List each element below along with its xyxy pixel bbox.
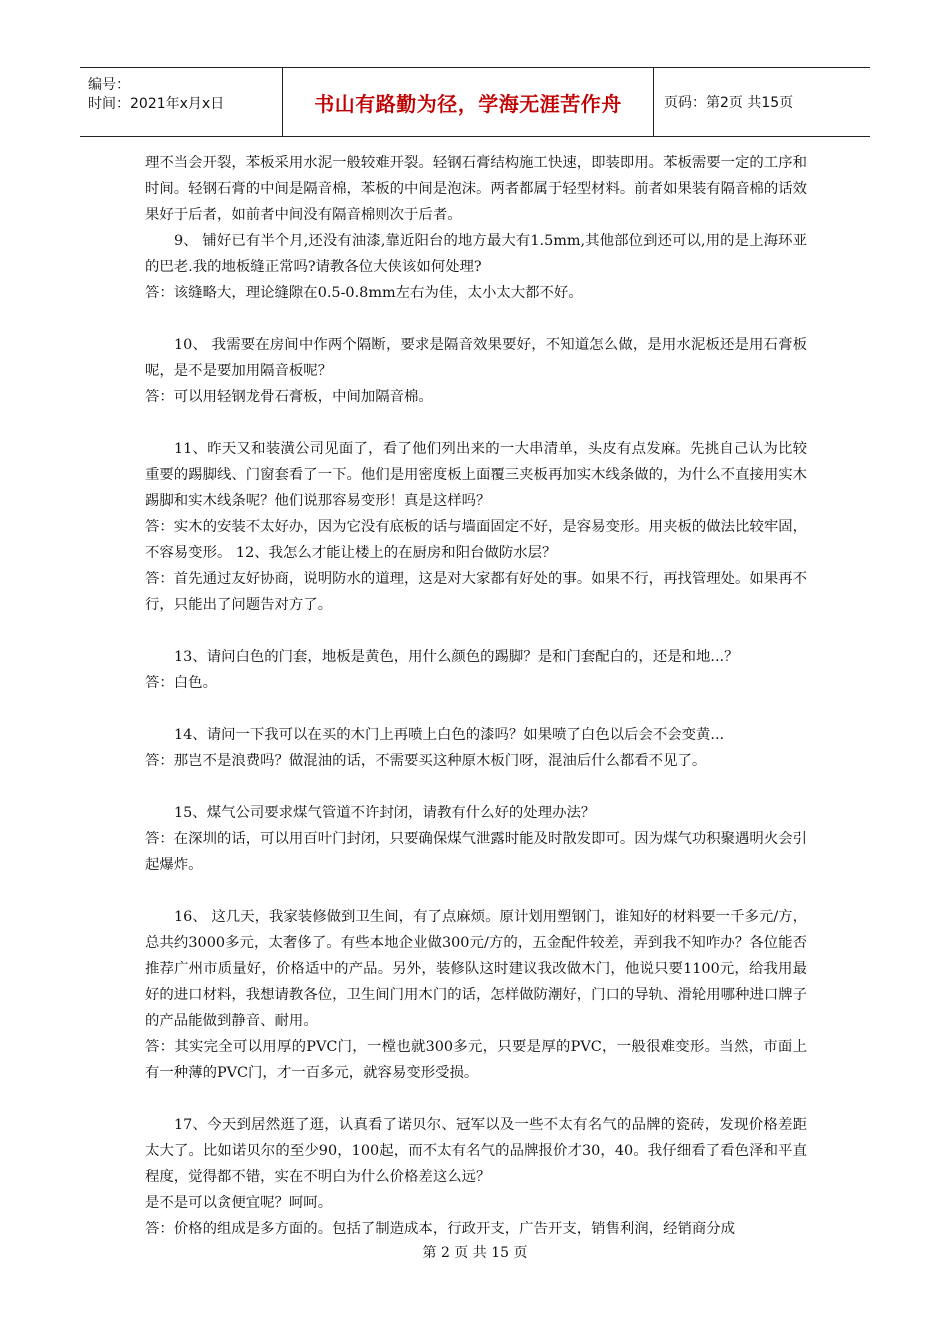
qa-item-13 — [145, 644, 807, 696]
qa-item-11-12 — [145, 436, 807, 618]
answer-text: 答：那岂不是浪费吗？做混油的话，不需要买这种原木板门呀，混油后什么都看不见了。 — [145, 753, 707, 769]
answer-text: 答：可以用轻钢龙骨石膏板，中间加隔音棉。 — [145, 389, 433, 405]
document-body — [145, 150, 807, 1242]
question-text: 15、煤气公司要求煤气管道不许封闭，请教有什么好的处理办法？ — [174, 805, 596, 821]
header-page-info: 页码：第2页 共15页 — [664, 95, 794, 111]
answer-text: 答：其实完全可以用厚的PVC门，一樘也就300多元，只要是厚的PVC，一般很难变形。当然，市面上有一种薄的PVC门，才一百多元，就容易变形受损。 — [145, 1039, 807, 1081]
question-text-continued: 是不是可以贪便宜呢？呵呵。 — [145, 1195, 333, 1211]
qa-item-17 — [145, 1112, 807, 1242]
question-text: 10、 我需要在房间中作两个隔断，要求是隔音效果要好，不知道怎么做，是用水泥板还是用石膏板呢，是不是要加用隔音板呢？ — [145, 337, 807, 379]
question-text: 14、请问一下我可以在买的木门上再喷上白色的漆吗？如果喷了白色以后会不会变黄... — [174, 727, 725, 743]
header-table — [80, 67, 870, 137]
header-motto: 书山有路勤为径，学海无涯苦作舟 — [283, 68, 654, 136]
intro-paragraph: 理不当会开裂，苯板采用水泥一般较难开裂。轻钢石膏结构施工快速，即装即用。苯板需要一定的工序和时间。轻钢石膏的中间是隔音棉，苯板的中间是泡沫。两者都属于轻型材料。前者如果装有隔音棉的话效果好于后者，如前者中间没有隔音棉则次于后者。 — [145, 155, 807, 223]
doc-time-label: 时间：2021年x月x日 — [88, 96, 225, 112]
answer-text: 答：该缝略大，理论缝隙在0.5-0.8mm左右为佳，太小太大都不好。 — [145, 285, 583, 301]
question-text: 13、请问白色的门套，地板是黄色，用什么颜色的踢脚？是和门套配白的，还是和地...？ — [174, 649, 739, 665]
answer-text: 答：白色。 — [145, 675, 217, 691]
header-meta-cell — [80, 68, 283, 136]
answer-text: 答：实木的安装不太好办，因为它没有底板的话与墙面固定不好，是容易变形。用夹板的做法比较牢固，不容易变形。 12、我怎么才能让楼上的在厨房和阳台做防水层？ — [145, 519, 807, 561]
page-footer: 第 2 页 共 15 页 — [422, 1245, 528, 1261]
answer-text: 答：在深圳的话，可以用百叶门封闭，只要确保煤气泄露时能及时散发即可。因为煤气功积聚遇明火会引起爆炸。 — [145, 831, 807, 873]
question-text: 11、昨天又和装潢公司见面了，看了他们列出来的一大串清单，头皮有点发麻。先挑自己认为比较重要的踢脚线、门窗套看了一下。他们是用密度板上面覆三夹板再加实木线条做的，为什么不直接用实木踢脚和实木线条呢？他们说那容易变形！真是这样吗？ — [145, 441, 807, 509]
qa-item-15 — [145, 800, 807, 878]
answer-text: 答：价格的组成是多方面的。包括了制造成本，行政开支，广告开支，销售利润，经销商分成 — [145, 1221, 736, 1237]
doc-number-label: 编号： — [88, 77, 130, 93]
qa-item-14 — [145, 722, 807, 774]
qa-item-10 — [145, 332, 807, 410]
question-text: 16、 这几天，我家装修做到卫生间，有了点麻烦。原计划用塑钢门，谁知好的材料要一千多元/方，总共约3000多元，太奢侈了。有些本地企业做300元/方的，五金配件较差，弄到我不知咋办？各位能否推荐广州市质量好，价格适中的产品。另外，装修队这时建议我改做木门，他说只要1100元，给我用最好的进口材料，我想请教各位，卫生间门用木门的话，怎样做防潮好，门口的导轨、滑轮用哪种进口牌子的产品能做到静音、耐用。 — [145, 909, 807, 1029]
answer-text: 答：首先通过友好协商，说明防水的道理，这是对大家都有好处的事。如果不行，再找管理处。如果再不行，只能出了问题告对方了。 — [145, 571, 807, 613]
qa-item-16 — [145, 904, 807, 1086]
question-text: 9、 铺好已有半个月,还没有油漆,靠近阳台的地方最大有1.5mm,其他部位到还可以,用的是上海环亚的巴老.我的地板缝正常吗?请教各位大侠该如何处理? — [145, 233, 807, 275]
question-text: 17、今天到居然逛了逛，认真看了诺贝尔、冠军以及一些不太有名气的品牌的瓷砖，发现价格差距太大了。比如诺贝尔的至少90，100起，而不太有名气的品牌报价才30，40。我仔细看了看色泽和平直程度，觉得都不错，实在不明白为什么价格差这么远？ — [145, 1117, 807, 1185]
qa-item-9 — [145, 228, 807, 306]
